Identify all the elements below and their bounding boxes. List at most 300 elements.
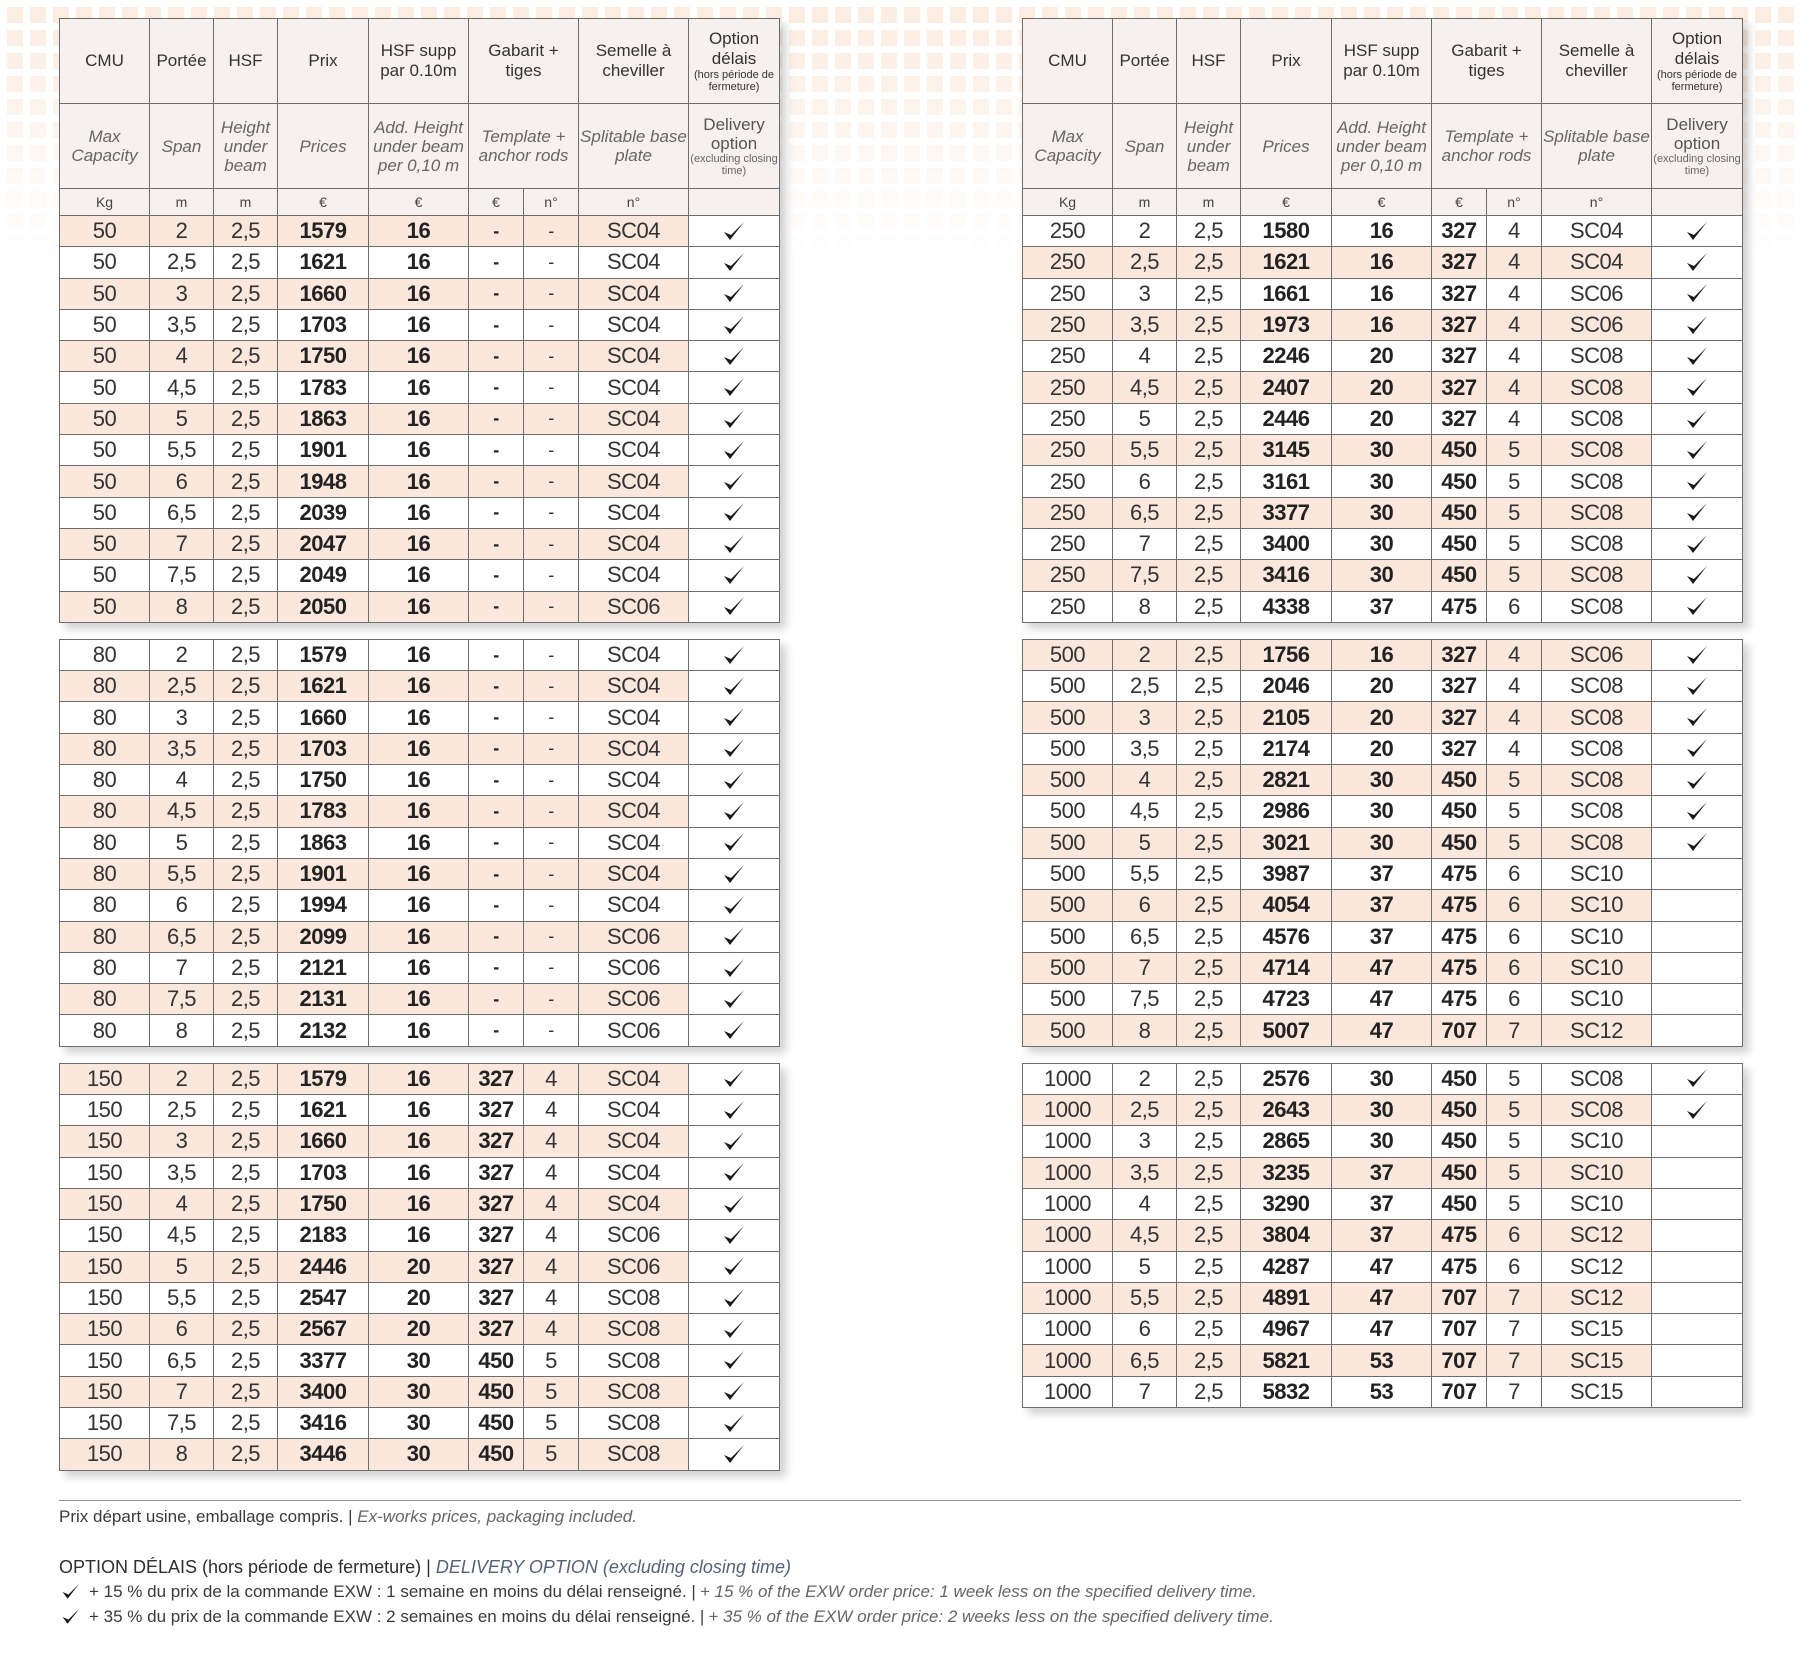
cell-cmu: 150: [60, 1157, 150, 1188]
cell-plate: SC08: [579, 1282, 689, 1313]
cell-hsfsupp: 47: [1332, 1251, 1432, 1282]
cell-hsf: 2,5: [1177, 1063, 1241, 1094]
cell-span: 8: [150, 591, 214, 622]
cell-cmu: 1000: [1023, 1345, 1113, 1376]
cell-delivery-option: [1652, 984, 1743, 1015]
cell-delivery-option: [689, 1126, 780, 1157]
cell-plate: SC08: [1542, 1095, 1652, 1126]
cell-delivery-option: [689, 765, 780, 796]
cell-price: 1750: [278, 341, 369, 372]
checkmark-icon: [721, 1223, 747, 1249]
cell-hsfsupp: 47: [1332, 984, 1432, 1015]
checkmark-icon: [1684, 219, 1710, 245]
cell-plate: SC06: [579, 1251, 689, 1282]
cell-cmu: 500: [1023, 796, 1113, 827]
cell-plate: SC08: [1542, 403, 1652, 434]
cell-span: 4,5: [1113, 372, 1177, 403]
checkmark-icon: [721, 1160, 747, 1186]
cell-price: 1750: [278, 765, 369, 796]
cell-price: 2039: [278, 497, 369, 528]
header-en-7-label: Delivery option: [1666, 115, 1728, 153]
table-row: [1023, 216, 1743, 247]
cell-hsf: 2,5: [1177, 1095, 1241, 1126]
cell-gabn: 5: [1487, 497, 1542, 528]
cell-delivery-option: [689, 827, 780, 858]
table-row: [1023, 372, 1743, 403]
table-row: [60, 1063, 780, 1094]
table-row: [1023, 278, 1743, 309]
header-fr-3: Prix: [1241, 19, 1332, 104]
header-fr-7-note: (hors période de fermeture): [1656, 69, 1738, 93]
cell-gab: 450: [1432, 528, 1487, 559]
cell-gab: 450: [1432, 1126, 1487, 1157]
cell-gabn: 5: [1487, 435, 1542, 466]
cell-hsfsupp: 30: [1332, 466, 1432, 497]
cell-hsf: 2,5: [1177, 952, 1241, 983]
unit-4: €: [369, 189, 469, 216]
cell-gabn: -: [524, 528, 579, 559]
cell-cmu: 500: [1023, 921, 1113, 952]
cell-delivery-option: [689, 466, 780, 497]
cell-hsfsupp: 16: [369, 497, 469, 528]
cell-delivery-option: [689, 702, 780, 733]
cell-gab: 475: [1432, 984, 1487, 1015]
cell-gab: 327: [1432, 702, 1487, 733]
cell-plate: SC04: [579, 560, 689, 591]
cell-gab: 450: [1432, 1063, 1487, 1094]
cell-gab: 475: [1432, 921, 1487, 952]
cell-gabn: 5: [1487, 1188, 1542, 1219]
cell-gabn: 5: [1487, 1157, 1542, 1188]
table-row: [60, 528, 780, 559]
table-row: [60, 560, 780, 591]
table-row: [60, 403, 780, 434]
cell-delivery-option: [1652, 1157, 1743, 1188]
cell-cmu: 250: [1023, 560, 1113, 591]
cell-gabn: -: [524, 591, 579, 622]
price-table-right-2: [1022, 1063, 1743, 1408]
table-row: [1023, 702, 1743, 733]
cell-cmu: 150: [60, 1095, 150, 1126]
cell-gab: 475: [1432, 952, 1487, 983]
cell-gab: -: [469, 435, 524, 466]
cell-hsfsupp: 16: [369, 765, 469, 796]
cell-span: 3,5: [150, 733, 214, 764]
cell-span: 6,5: [150, 921, 214, 952]
cell-hsf: 2,5: [214, 247, 278, 278]
header-fr-7-label: Option délais: [1671, 29, 1723, 68]
cell-hsfsupp: 16: [369, 591, 469, 622]
cell-price: 1661: [1241, 278, 1332, 309]
cell-delivery-option: [689, 1407, 780, 1438]
cell-cmu: 250: [1023, 372, 1113, 403]
cell-gab: -: [469, 247, 524, 278]
checkmark-icon: [721, 1286, 747, 1312]
cell-hsf: 2,5: [1177, 591, 1241, 622]
table-row: [60, 858, 780, 889]
cell-hsf: 2,5: [1177, 1015, 1241, 1046]
header-en-0: Max Capacity: [1023, 104, 1113, 189]
cell-hsfsupp: 16: [369, 921, 469, 952]
cell-hsfsupp: 16: [369, 1126, 469, 1157]
cell-gabn: -: [524, 466, 579, 497]
cell-hsf: 2,5: [214, 309, 278, 340]
cell-hsf: 2,5: [214, 528, 278, 559]
cell-hsfsupp: 16: [369, 528, 469, 559]
cell-delivery-option: [1652, 435, 1743, 466]
cell-delivery-option: [689, 1376, 780, 1407]
cell-hsf: 2,5: [1177, 1188, 1241, 1219]
cell-gabn: 5: [1487, 796, 1542, 827]
table-row: [60, 1126, 780, 1157]
cell-span: 6: [1113, 890, 1177, 921]
cell-delivery-option: [1652, 591, 1743, 622]
checkmark-icon: [1684, 830, 1710, 856]
header-en-6: Splitable base plate: [1542, 104, 1652, 189]
header-fr-1: Portée: [150, 19, 214, 104]
cell-gab: 327: [1432, 372, 1487, 403]
cell-gab: -: [469, 216, 524, 247]
price-table-left-1: [59, 639, 780, 1047]
cell-delivery-option: [689, 247, 780, 278]
cell-hsf: 2,5: [214, 372, 278, 403]
cell-hsfsupp: 20: [1332, 372, 1432, 403]
cell-delivery-option: [1652, 890, 1743, 921]
cell-price: 2446: [1241, 403, 1332, 434]
cell-span: 2: [150, 216, 214, 247]
cell-plate: SC12: [1542, 1015, 1652, 1046]
unit-0: Kg: [1023, 189, 1113, 216]
cell-delivery-option: [689, 796, 780, 827]
cell-plate: SC06: [579, 591, 689, 622]
cell-span: 2,5: [1113, 1095, 1177, 1126]
cell-price: 2547: [278, 1282, 369, 1313]
cell-span: 3,5: [1113, 1157, 1177, 1188]
delivery-option-title-en: DELIVERY OPTION (excluding closing time): [435, 1557, 791, 1577]
cell-gab: -: [469, 796, 524, 827]
cell-plate: SC10: [1542, 1157, 1652, 1188]
cell-delivery-option: [689, 921, 780, 952]
cell-span: 7,5: [150, 1407, 214, 1438]
cell-gab: 327: [469, 1282, 524, 1313]
checkmark-icon: [59, 1581, 83, 1603]
table-row: [1023, 639, 1743, 670]
cell-gabn: 5: [1487, 528, 1542, 559]
cell-plate: SC06: [579, 1015, 689, 1046]
unit-4: €: [1332, 189, 1432, 216]
checkmark-icon: [1684, 674, 1710, 700]
left-column: [59, 18, 779, 1487]
checkmark-icon: [721, 1098, 747, 1124]
table-row: [1023, 858, 1743, 889]
cell-hsfsupp: 37: [1332, 1188, 1432, 1219]
cell-plate: SC04: [579, 466, 689, 497]
table-row: [1023, 591, 1743, 622]
cell-hsfsupp: 16: [369, 702, 469, 733]
cell-price: 3145: [1241, 435, 1332, 466]
table-row: [1023, 1251, 1743, 1282]
cell-hsfsupp: 37: [1332, 921, 1432, 952]
cell-price: 1621: [278, 247, 369, 278]
cell-hsf: 2,5: [214, 435, 278, 466]
cell-delivery-option: [1652, 702, 1743, 733]
cell-price: 3804: [1241, 1220, 1332, 1251]
cell-plate: SC04: [579, 528, 689, 559]
cell-hsf: 2,5: [1177, 1376, 1241, 1407]
price-table-right-1: [1022, 639, 1743, 1047]
header-en-0: Max Capacity: [60, 104, 150, 189]
cell-delivery-option: [1652, 341, 1743, 372]
cell-gabn: 5: [1487, 1095, 1542, 1126]
cell-cmu: 150: [60, 1282, 150, 1313]
cell-gab: 327: [469, 1095, 524, 1126]
cell-span: 7,5: [150, 984, 214, 1015]
cell-delivery-option: [1652, 309, 1743, 340]
cell-plate: SC08: [1542, 765, 1652, 796]
cell-price: 2121: [278, 952, 369, 983]
cell-gabn: 6: [1487, 952, 1542, 983]
cell-gabn: 5: [524, 1345, 579, 1376]
cell-span: 5,5: [1113, 435, 1177, 466]
cell-span: 4,5: [150, 1220, 214, 1251]
header-en-7-note: (excluding closing time): [690, 153, 778, 177]
cell-span: 2,5: [150, 247, 214, 278]
cell-gabn: -: [524, 309, 579, 340]
cell-span: 5,5: [150, 1282, 214, 1313]
cell-gabn: 6: [1487, 858, 1542, 889]
cell-plate: SC08: [1542, 796, 1652, 827]
checkmark-icon: [721, 532, 747, 558]
cell-cmu: 50: [60, 216, 150, 247]
cell-price: 2643: [1241, 1095, 1332, 1126]
cell-price: 1863: [278, 827, 369, 858]
cell-cmu: 500: [1023, 733, 1113, 764]
cell-span: 2,5: [1113, 671, 1177, 702]
cell-hsfsupp: 16: [369, 466, 469, 497]
cell-hsfsupp: 16: [369, 216, 469, 247]
cell-delivery-option: [689, 591, 780, 622]
cell-plate: SC08: [1542, 1063, 1652, 1094]
cell-hsf: 2,5: [214, 1126, 278, 1157]
checkmark-icon: [1684, 799, 1710, 825]
cell-hsfsupp: 16: [1332, 309, 1432, 340]
cell-hsf: 2,5: [214, 1407, 278, 1438]
cell-gabn: -: [524, 890, 579, 921]
checkmark-icon: [1684, 375, 1710, 401]
cell-gabn: 5: [1487, 1126, 1542, 1157]
cell-hsfsupp: 16: [369, 671, 469, 702]
cell-hsfsupp: 30: [1332, 528, 1432, 559]
cell-price: 5821: [1241, 1345, 1332, 1376]
checkmark-icon: [721, 281, 747, 307]
cell-cmu: 1000: [1023, 1376, 1113, 1407]
cell-gabn: 5: [1487, 765, 1542, 796]
cell-cmu: 500: [1023, 1015, 1113, 1046]
cell-plate: SC10: [1542, 984, 1652, 1015]
cell-span: 3: [1113, 702, 1177, 733]
cell-hsfsupp: 16: [369, 403, 469, 434]
cell-span: 6,5: [150, 497, 214, 528]
cell-gabn: -: [524, 435, 579, 466]
cell-gabn: 6: [1487, 591, 1542, 622]
cell-span: 4: [150, 341, 214, 372]
checkmark-icon: [59, 1606, 83, 1628]
cell-gabn: -: [524, 1015, 579, 1046]
cell-delivery-option: [689, 1220, 780, 1251]
cell-hsfsupp: 47: [1332, 1314, 1432, 1345]
cell-gab: 327: [469, 1188, 524, 1219]
cell-cmu: 50: [60, 497, 150, 528]
header-en-3: Prices: [278, 104, 369, 189]
cell-gabn: 5: [1487, 1063, 1542, 1094]
cell-gabn: -: [524, 702, 579, 733]
price-note-en: Ex-works prices, packaging included.: [357, 1507, 637, 1526]
price-note: [59, 1507, 1741, 1527]
cell-price: 2567: [278, 1314, 369, 1345]
cell-hsf: 2,5: [214, 1063, 278, 1094]
cell-gabn: -: [524, 372, 579, 403]
cell-price: 1948: [278, 466, 369, 497]
cell-delivery-option: [1652, 952, 1743, 983]
cell-cmu: 500: [1023, 952, 1113, 983]
cell-hsfsupp: 16: [369, 1095, 469, 1126]
cell-hsf: 2,5: [214, 796, 278, 827]
unit-5: €: [469, 189, 524, 216]
cell-span: 4: [150, 1188, 214, 1219]
cell-price: 1621: [278, 1095, 369, 1126]
cell-gabn: 4: [1487, 671, 1542, 702]
cell-span: 8: [150, 1439, 214, 1470]
cell-price: 3400: [278, 1376, 369, 1407]
cell-hsf: 2,5: [214, 858, 278, 889]
cell-price: 3987: [1241, 858, 1332, 889]
checkmark-icon: [721, 313, 747, 339]
table-row: [1023, 1220, 1743, 1251]
cell-gabn: 4: [524, 1126, 579, 1157]
cell-span: 3: [1113, 1126, 1177, 1157]
cell-gabn: -: [524, 733, 579, 764]
cell-hsfsupp: 16: [369, 247, 469, 278]
cell-gabn: -: [524, 278, 579, 309]
checkmark-icon: [721, 862, 747, 888]
table-row: [60, 984, 780, 1015]
cell-delivery-option: [689, 1282, 780, 1313]
checkmark-icon: [721, 469, 747, 495]
cell-hsfsupp: 20: [369, 1314, 469, 1345]
cell-gab: 475: [1432, 1251, 1487, 1282]
cell-delivery-option: [1652, 372, 1743, 403]
cell-gab: 475: [1432, 1220, 1487, 1251]
cell-gabn: -: [524, 216, 579, 247]
cell-price: 1750: [278, 1188, 369, 1219]
cell-price: 3377: [278, 1345, 369, 1376]
cell-gab: 475: [1432, 591, 1487, 622]
cell-gab: 475: [1432, 858, 1487, 889]
delivery-option-1: [59, 1581, 1741, 1603]
header-fr-2: HSF: [1177, 19, 1241, 104]
cell-span: 5: [150, 1251, 214, 1282]
cell-hsf: 2,5: [1177, 796, 1241, 827]
cell-gabn: -: [524, 858, 579, 889]
cell-gabn: 4: [1487, 639, 1542, 670]
cell-delivery-option: [1652, 1063, 1743, 1094]
checkmark-icon: [721, 344, 747, 370]
cell-price: 4576: [1241, 921, 1332, 952]
cell-gabn: -: [524, 247, 579, 278]
header-fr-1: Portée: [1113, 19, 1177, 104]
cell-gabn: 5: [1487, 466, 1542, 497]
cell-gab: 327: [1432, 309, 1487, 340]
cell-price: 1660: [278, 1126, 369, 1157]
cell-hsfsupp: 16: [369, 733, 469, 764]
cell-gab: 707: [1432, 1345, 1487, 1376]
checkmark-icon: [721, 830, 747, 856]
cell-gab: 327: [1432, 341, 1487, 372]
cell-gab: 450: [1432, 497, 1487, 528]
cell-gabn: 4: [524, 1220, 579, 1251]
cell-span: 4,5: [1113, 1220, 1177, 1251]
cell-hsfsupp: 37: [1332, 858, 1432, 889]
table-row: [1023, 1095, 1743, 1126]
cell-hsfsupp: 20: [1332, 341, 1432, 372]
cell-gabn: 7: [1487, 1282, 1542, 1313]
cell-delivery-option: [689, 278, 780, 309]
cell-price: 4967: [1241, 1314, 1332, 1345]
cell-hsf: 2,5: [1177, 341, 1241, 372]
cell-plate: SC04: [579, 341, 689, 372]
cell-span: 6: [1113, 466, 1177, 497]
table-row: [1023, 921, 1743, 952]
cell-hsfsupp: 16: [369, 858, 469, 889]
cell-cmu: 1000: [1023, 1126, 1113, 1157]
cell-span: 7,5: [150, 560, 214, 591]
checkmark-icon: [721, 736, 747, 762]
table-row: [1023, 1282, 1743, 1313]
table-row: [1023, 341, 1743, 372]
cell-price: 1994: [278, 890, 369, 921]
cell-gabn: -: [524, 341, 579, 372]
cell-price: 2049: [278, 560, 369, 591]
cell-hsfsupp: 30: [1332, 827, 1432, 858]
table-row: [60, 1095, 780, 1126]
cell-plate: SC10: [1542, 858, 1652, 889]
cell-gab: -: [469, 309, 524, 340]
cell-price: 2821: [1241, 765, 1332, 796]
cell-gab: 450: [1432, 466, 1487, 497]
table-row: [1023, 952, 1743, 983]
cell-cmu: 500: [1023, 858, 1113, 889]
unit-6: n°: [1487, 189, 1542, 216]
header-en-7-label: Delivery option: [703, 115, 765, 153]
cell-hsf: 2,5: [214, 1376, 278, 1407]
cell-cmu: 150: [60, 1063, 150, 1094]
cell-price: 1621: [278, 671, 369, 702]
cell-price: 5832: [1241, 1376, 1332, 1407]
cell-delivery-option: [689, 858, 780, 889]
cell-price: 1756: [1241, 639, 1332, 670]
cell-plate: SC08: [1542, 466, 1652, 497]
cell-hsf: 2,5: [214, 1251, 278, 1282]
cell-price: 1901: [278, 435, 369, 466]
cell-plate: SC08: [1542, 497, 1652, 528]
cell-cmu: 1000: [1023, 1282, 1113, 1313]
cell-plate: SC10: [1542, 1188, 1652, 1219]
cell-span: 2: [1113, 1063, 1177, 1094]
cell-cmu: 150: [60, 1376, 150, 1407]
table-row: [60, 827, 780, 858]
cell-delivery-option: [689, 309, 780, 340]
table-row: [60, 1376, 780, 1407]
